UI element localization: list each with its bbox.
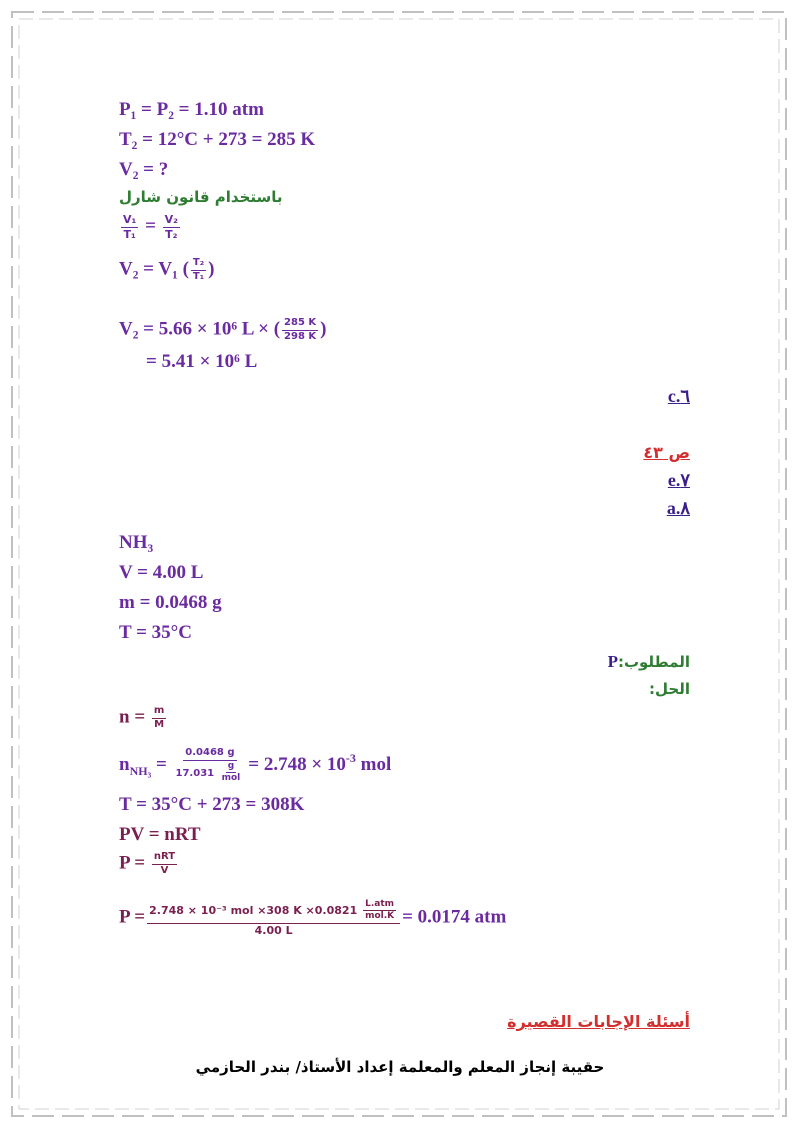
page-footer: حقيبة إنجاز المعلم والمعلمة إعداد الأستاذ/ بندر الحازمي [195,1058,605,1076]
answer-7: e.٧ [667,470,690,490]
pressure-calculation: P = 2.748 × 10⁻³ mol ×308 K ×0.0821 $\frac{\text{L.atm}}{\text{mol.K}}$ 4.00 L = 0.0174 atm [119,899,507,937]
page-reference: ص ٤٣ [643,443,690,462]
v2-over-t2: $\frac{\text{V₂}}{\text{T₂}}$ [164,213,179,241]
ideal-gas-law: PV = nRT [119,824,201,845]
moles-nh3-calc: $n_{NH_3}$ = 0.0468 g 17.031 $\frac{g}{\text{mol}}$ = $2.748 \times 10^{-3}$ mol [119,747,392,783]
temperature-ratio: $\frac{285 K}{298 K}$ [284,317,317,342]
pressure-fraction: 2.748 × 10⁻³ mol ×308 K ×0.0821 $\frac{\text{L.atm}}{\text{mol.K}}$ 4.00 L [147,900,400,936]
answer-8: a.٨ [666,498,690,518]
temperature-given: T = 35°C [119,622,192,643]
mass-over-molar-mass: 0.0468 g 17.031 $\frac{g}{\text{mol}}$ [175,747,241,783]
mass-given: m = 0.0468 g [119,592,222,613]
v2-formula: V₂ = V₁ ( $\frac{\text{T₂}}{\text{T₁}}$ ) [119,257,215,282]
t2-over-t1: $\frac{\text{T₂}}{\text{T₁}}$ [192,257,205,282]
answer-6: c.٦ [667,386,690,406]
required-label: المطلوب:P [607,652,690,671]
temperature-kelvin: T = 35°C + 273 = 308K [119,794,305,815]
volume-given: V = 4.00 L [119,562,204,583]
pressure-formula: P = $\frac{\text{nRT}}{V}$ [119,851,176,876]
moles-formula: n = $\frac{m}{M}$ [119,705,165,730]
pressure-given: P₁ = P₂ = 1.10 atm [119,99,264,120]
ammonia-formula: NH₃ [119,532,154,553]
charles-law-label: باستخدام قانون شارل [119,188,283,206]
section-title: أسئلة الإجابات القصيرة [507,1012,690,1031]
v1-over-t1: $\frac{\text{V₁}}{\text{T₁}}$ [123,213,137,241]
solution-label: الحل: [649,680,690,698]
charles-law-equation: $\frac{\text{V₁}}{\text{T₁}}$ = $\frac{\text{V₂}}{\text{T₂}}$ [123,213,179,241]
v2-result: = 5.41 × 10⁶ L [146,351,258,372]
v2-substitution: V₂ = 5.66 × 10⁶ L × ( $\frac{285 K}{298 K}$ ) [119,317,327,342]
temperature-t2: T₂ = 12°C + 273 = 285 K [119,129,316,150]
v2-unknown: V₂ = ? [119,159,169,180]
